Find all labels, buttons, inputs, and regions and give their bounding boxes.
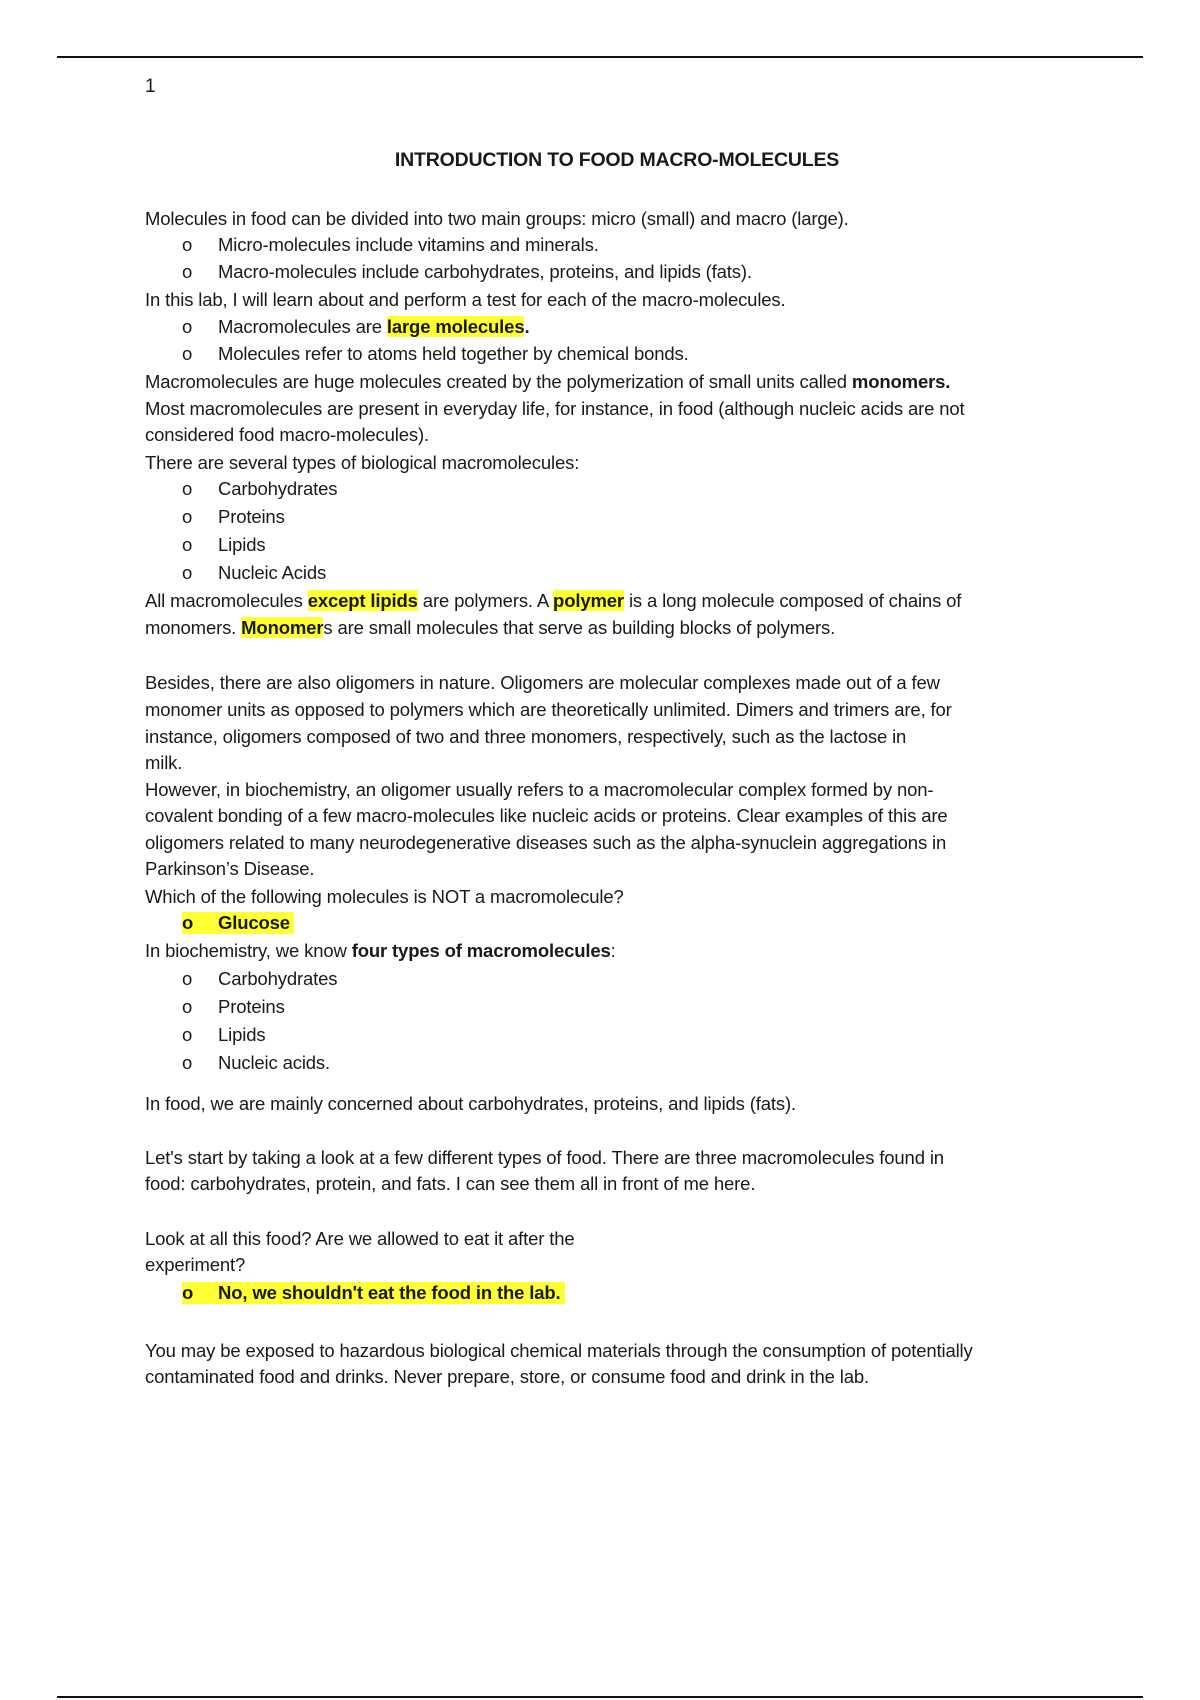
paragraph-line: In this lab, I will learn about and perform a test for each of the macro-molecules.: [145, 289, 786, 310]
paragraph-line: Let's start by taking a look at a few different types of food. There are three macromolecules found in: [145, 1147, 944, 1168]
list-item: o Nucleic Acids: [182, 562, 327, 583]
list-item: o Macro-molecules include carbohydrates, proteins, and lipids (fats).: [182, 261, 752, 282]
question-text: Which of the following molecules is NOT a macromolecule?: [145, 886, 624, 907]
question-text: Look at all this food? Are we allowed to eat it after the: [145, 1228, 575, 1249]
list-item: o Lipids: [182, 1024, 266, 1045]
page-number: 1: [145, 76, 156, 97]
list-item: o Molecules refer to atoms held together by chemical bonds.: [182, 343, 689, 364]
list-item: o Proteins: [182, 506, 285, 527]
list-item: o Nucleic acids.: [182, 1052, 331, 1073]
highlighted-term: large molecules: [386, 316, 525, 337]
highlighted-term: polymer: [553, 590, 624, 611]
paragraph-line: considered food macro-molecules).: [145, 424, 429, 445]
paragraph-line: Besides, there are also oligomers in nature. Oligomers are molecular complexes made out of a few: [145, 672, 940, 693]
list-item: o Carbohydrates: [182, 968, 338, 989]
paragraph-line: covalent bonding of a few macro-molecules like nucleic acids or proteins. Clear examples of this are: [145, 805, 948, 826]
paragraph-line: food: carbohydrates, protein, and fats. I can see them all in front of me here.: [145, 1173, 756, 1194]
highlighted-term: Monomer: [241, 617, 324, 638]
header-rule: [57, 56, 1143, 58]
paragraph-line: Macromolecules are huge molecules created by the polymerization of small units called monomers.: [145, 371, 951, 392]
page-title: INTRODUCTION TO FOOD MACRO-MOLECULES: [394, 149, 840, 171]
paragraph-line: In food, we are mainly concerned about carbohydrates, proteins, and lipids (fats).: [145, 1093, 796, 1114]
paragraph-line: contaminated food and drinks. Never prepare, store, or consume food and drink in the lab.: [145, 1366, 869, 1387]
list-item: o Carbohydrates: [182, 478, 338, 499]
paragraph-line: There are several types of biological macromolecules:: [145, 452, 580, 473]
paragraph-line: You may be exposed to hazardous biological chemical materials through the consumption of potentially: [145, 1340, 973, 1361]
paragraph-line: All macromolecules except lipids are polymers. A polymer is a long molecule composed of chains of: [145, 590, 962, 611]
paragraph-line: Most macromolecules are present in everyday life, for instance, in food (although nucleic acids are not: [145, 398, 965, 419]
paragraph-line: monomers. Monomers are small molecules that serve as building blocks of polymers.: [145, 617, 836, 638]
footer-rule: [57, 1696, 1143, 1698]
answer-item: o Glucose: [182, 912, 294, 934]
list-item: o Macromolecules are large molecules.: [182, 316, 530, 337]
answer-item: o No, we shouldn't eat the food in the lab.: [182, 1282, 565, 1304]
paragraph-line: milk.: [145, 752, 183, 773]
paragraph-line: However, in biochemistry, an oligomer usually refers to a macromolecular complex formed by non-: [145, 779, 934, 800]
question-text: experiment?: [145, 1254, 246, 1275]
list-item: o Lipids: [182, 534, 266, 555]
paragraph-line: oligomers related to many neurodegenerative diseases such as the alpha-synuclein aggregations in: [145, 832, 947, 853]
highlighted-term: except lipids: [307, 590, 418, 611]
paragraph-line: Molecules in food can be divided into two main groups: micro (small) and macro (large).: [145, 208, 849, 229]
paragraph-line: Parkinson’s Disease.: [145, 858, 315, 879]
paragraph-line: instance, oligomers composed of two and three monomers, respectively, such as the lactose in: [145, 726, 907, 747]
list-item: o Micro-molecules include vitamins and minerals.: [182, 234, 599, 255]
paragraph-line: In biochemistry, we know four types of macromolecules:: [145, 940, 616, 961]
list-item: o Proteins: [182, 996, 285, 1017]
paragraph-line: monomer units as opposed to polymers which are theoretically unlimited. Dimers and trimers are, for: [145, 699, 952, 720]
